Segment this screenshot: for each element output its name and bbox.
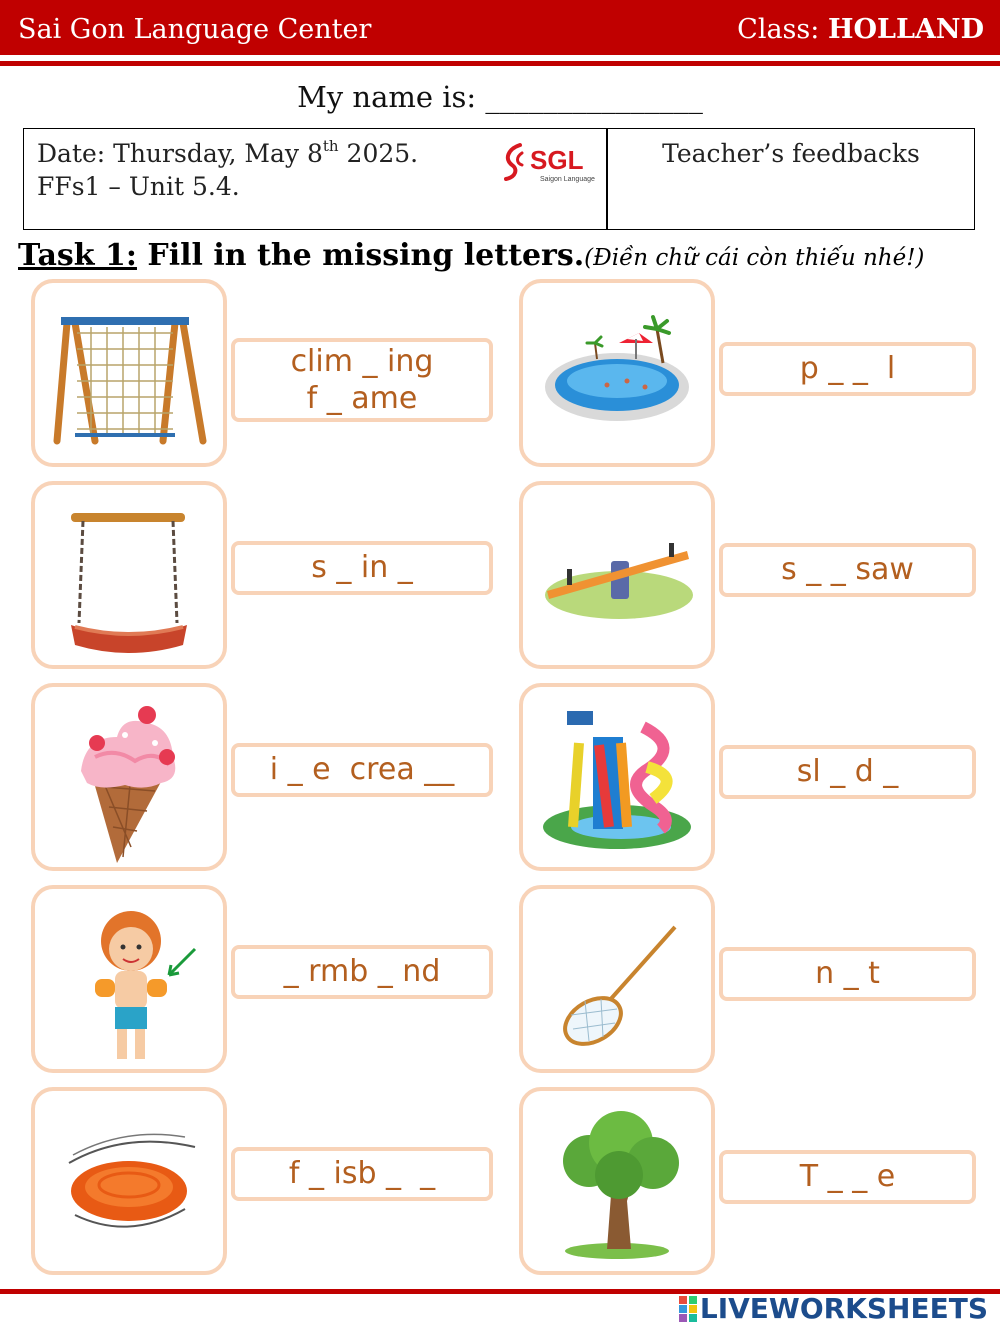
- date-line: [37, 139, 418, 168]
- date-sup: th: [322, 137, 339, 155]
- logo-text: SGL: [530, 145, 584, 175]
- liveworksheets-logo: [679, 1292, 988, 1325]
- answer-field-climbing-frame[interactable]: clim _ ing f _ ame: [231, 338, 493, 422]
- picture-card-armband: [31, 885, 227, 1073]
- answer-field-seesaw[interactable]: s _ _ saw: [719, 543, 976, 597]
- swing-icon: [35, 485, 223, 665]
- answer-field-swing[interactable]: s _ in _: [231, 541, 493, 595]
- class-prefix: Class:: [737, 14, 828, 45]
- picture-card-tree: [519, 1087, 715, 1275]
- pool-icon: [523, 283, 711, 463]
- info-box: [23, 128, 975, 230]
- task-label: Task 1:: [18, 238, 137, 273]
- seesaw-icon: [523, 485, 711, 665]
- ice-cream-icon: [35, 687, 223, 867]
- answer-field-ice-cream[interactable]: i _ e crea __: [231, 743, 493, 797]
- picture-card-ice-cream: [31, 683, 227, 871]
- date-suffix: 2025.: [338, 139, 419, 168]
- logo-subtext: Saigon Language: [540, 176, 595, 183]
- picture-card-pool: [519, 279, 715, 467]
- liveworksheets-mark-icon: [679, 1296, 697, 1322]
- picture-card-climbing-frame: [31, 279, 227, 467]
- task-title: [18, 238, 924, 273]
- water-slide-icon: [523, 687, 711, 867]
- net-icon: [523, 889, 711, 1069]
- header-underline: [0, 61, 1000, 66]
- class-name: HOLLAND: [827, 14, 984, 45]
- answer-field-slide[interactable]: sl _ d _: [719, 745, 976, 799]
- feedback-label: Teacher’s feedbacks: [662, 139, 920, 168]
- name-line: My name is: _______________: [297, 80, 703, 114]
- picture-card-swing: [31, 481, 227, 669]
- header-bar: [0, 0, 1000, 55]
- picture-card-net: [519, 885, 715, 1073]
- unit-line: FFs1 – Unit 5.4.: [37, 172, 240, 201]
- date-prefix: Date: Thursday, May 8: [37, 139, 323, 168]
- class-label: [737, 14, 984, 45]
- sgl-logo: [500, 139, 600, 185]
- answer-field-net[interactable]: n _ t: [719, 947, 976, 1001]
- picture-card-frisbee: [31, 1087, 227, 1275]
- frisbee-icon: [35, 1091, 223, 1271]
- picture-card-slide: [519, 683, 715, 871]
- picture-card-seesaw: [519, 481, 715, 669]
- answer-field-tree[interactable]: T _ _ e: [719, 1150, 976, 1204]
- answer-field-pool[interactable]: p _ _ l: [719, 342, 976, 396]
- tree-icon: [523, 1091, 711, 1271]
- center-name: Sai Gon Language Center: [18, 14, 372, 45]
- answer-field-frisbee[interactable]: f _ isb _ _: [231, 1147, 493, 1201]
- liveworksheets-text: LIVEWORKSHEETS: [699, 1292, 988, 1325]
- task-note: (Điền chữ cái còn thiếu nhé!): [584, 245, 925, 271]
- answer-field-armband[interactable]: _ rmb _ nd: [231, 945, 493, 999]
- climbing-frame-icon: [35, 283, 223, 463]
- armband-boy-icon: [35, 889, 223, 1069]
- task-instruction: Fill in the missing letters.: [136, 238, 585, 273]
